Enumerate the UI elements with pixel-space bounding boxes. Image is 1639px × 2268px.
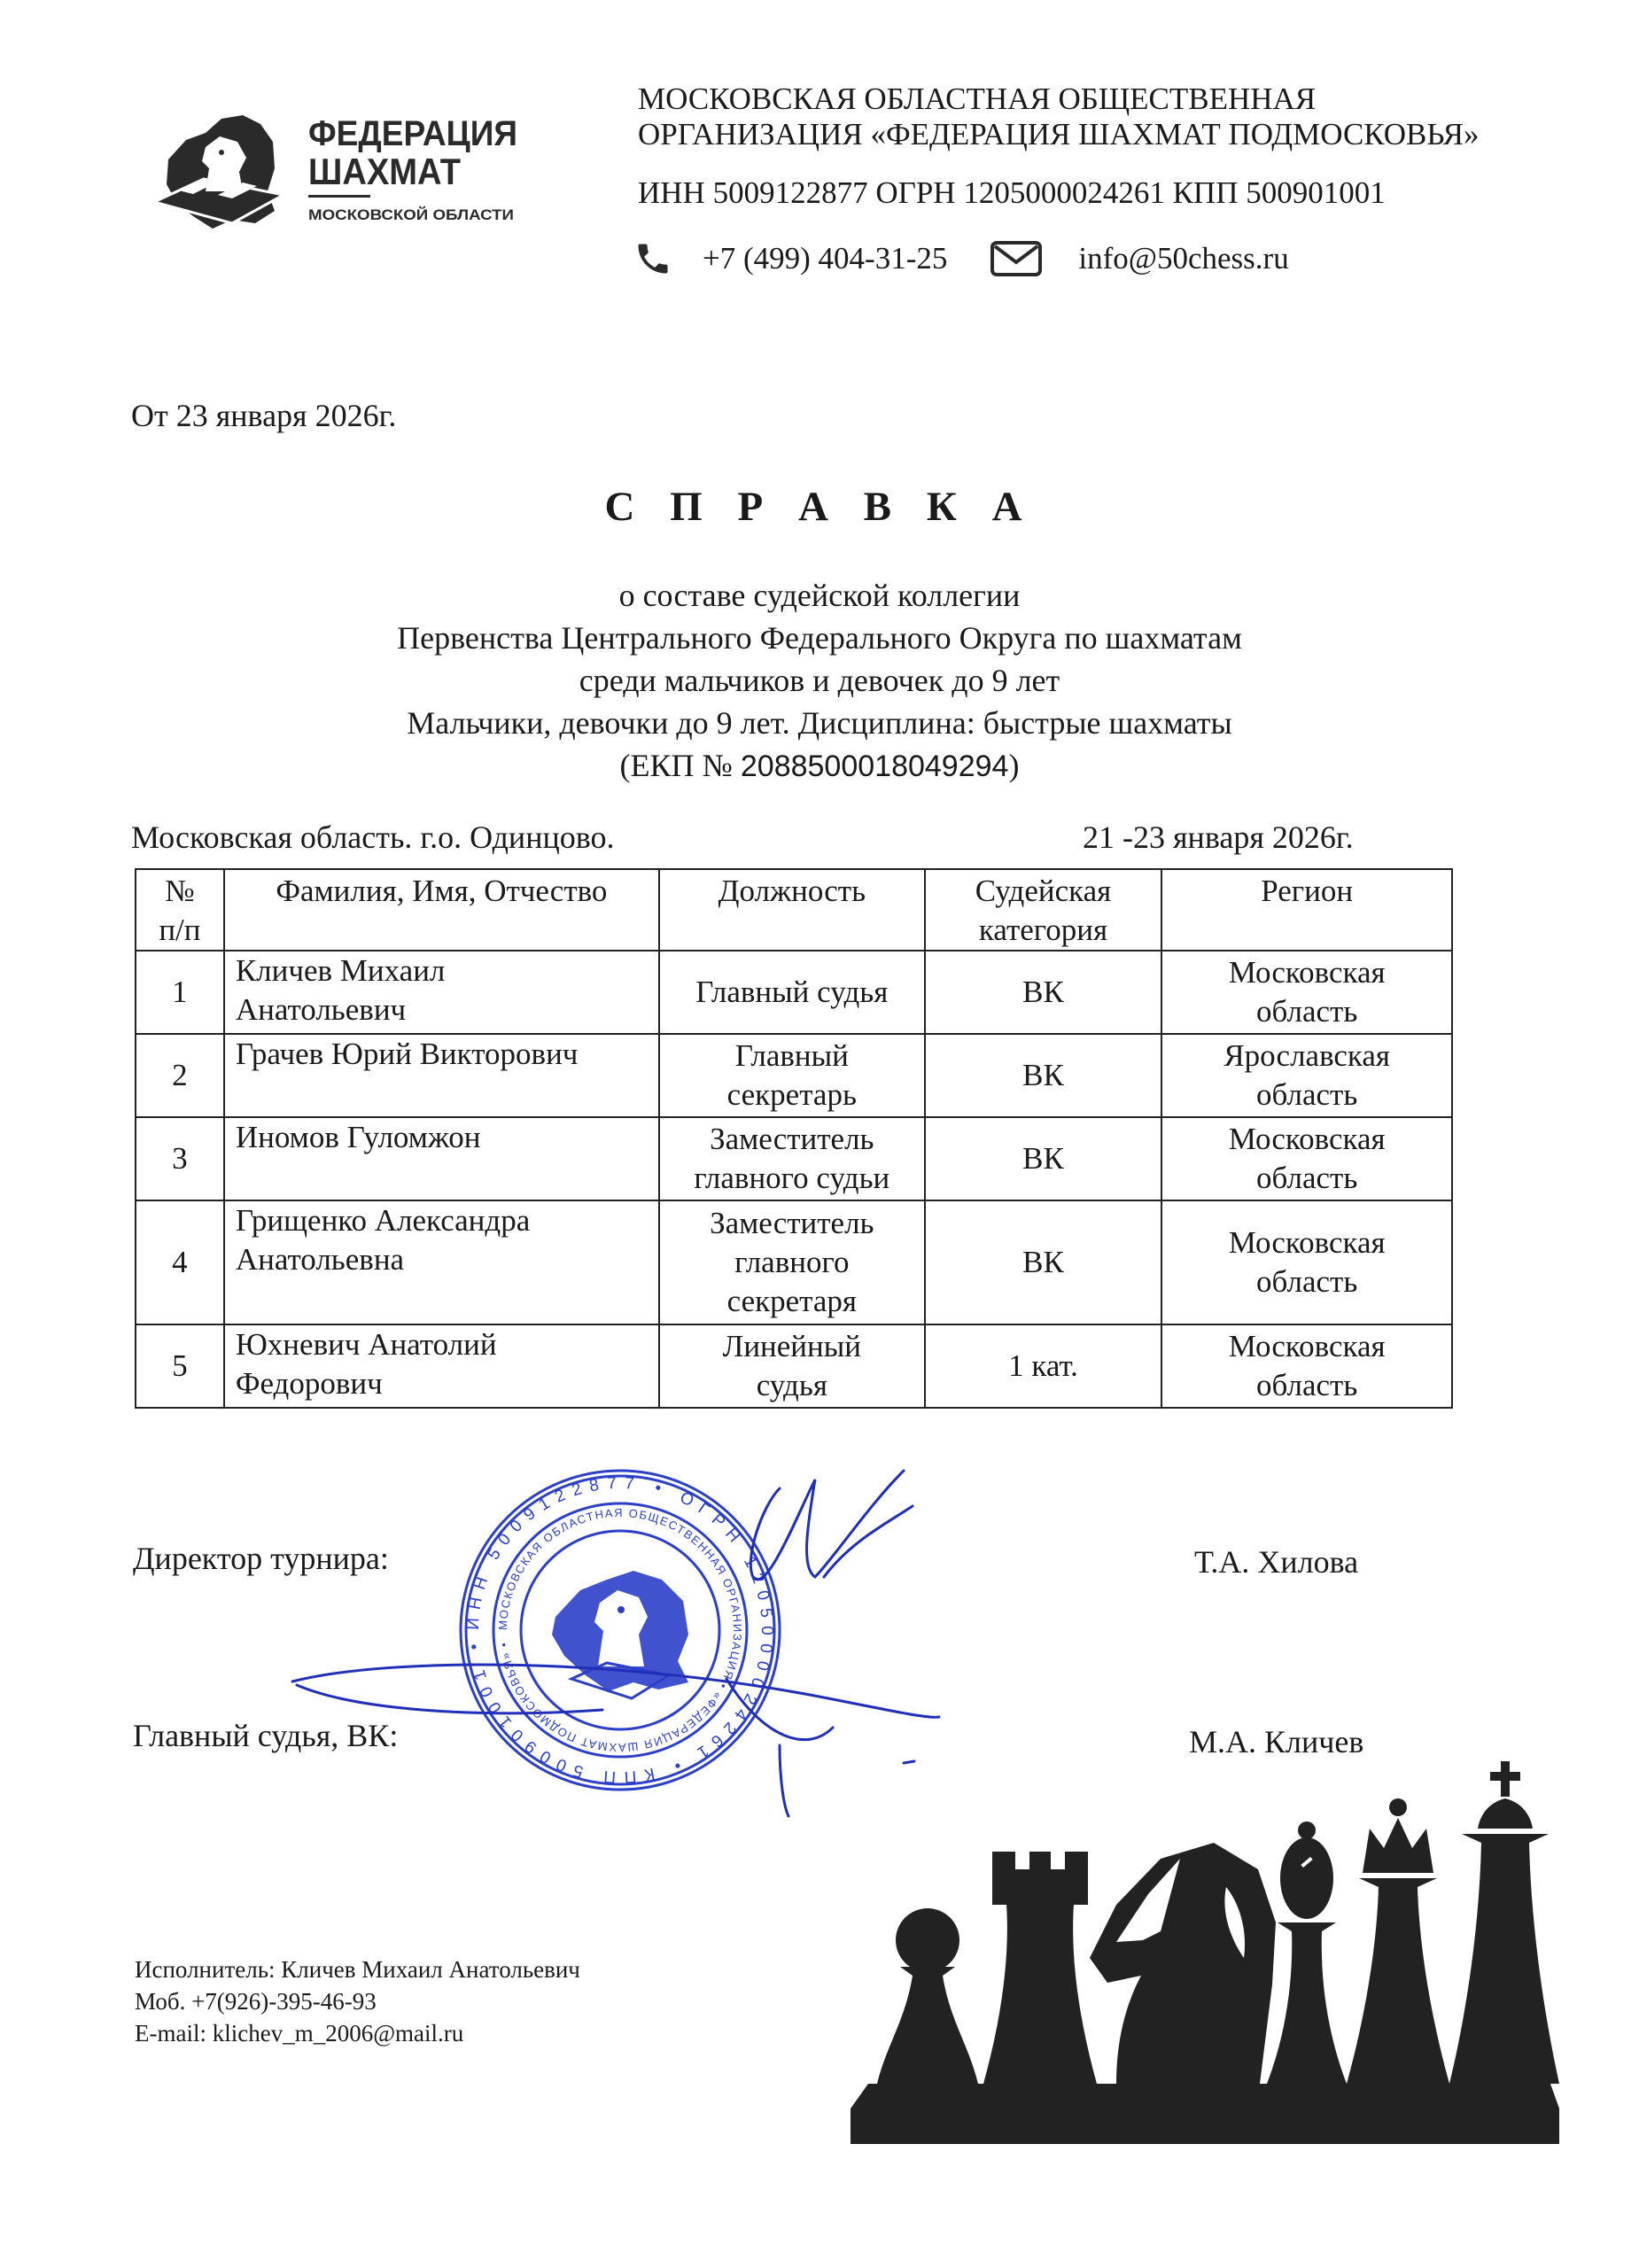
chief-judge-name: М.А. Кличев (1189, 1724, 1364, 1759)
row-num: 1 (136, 951, 224, 1034)
subtitle-line5 (0, 744, 1639, 788)
row-category: ВК (925, 1117, 1162, 1200)
phone-number[interactable]: +7 (499) 404-31-25 (703, 241, 948, 276)
subtitle-line4: Мальчики, девочки до 9 лет. Дисциплина: быстрые шахматы (407, 705, 1232, 741)
row-region: Московская область (1161, 951, 1452, 1034)
row-name: Юхневич Анатолий Федорович (224, 1324, 659, 1408)
row-num: 3 (136, 1117, 224, 1200)
row-name: Грищенко Александра Анатольевна (224, 1200, 659, 1324)
contacts-row (633, 232, 1289, 285)
executor-name: Исполнитель: Кличев Михаил Анатольевич (135, 1956, 580, 1983)
director-label: Директор турнира: (133, 1541, 389, 1576)
logo-line2: ШАХМАТ (308, 151, 462, 192)
executor-email[interactable]: E-mail: klichev_m_2006@mail.ru (135, 2020, 464, 2047)
row-region: Московская область (1161, 1324, 1452, 1408)
row-category: ВК (925, 1034, 1162, 1117)
document-date: От 23 января 2026г. (131, 398, 397, 433)
row-category: ВК (925, 951, 1162, 1034)
event-dates: 21 -23 января 2026г. (1083, 819, 1354, 855)
stamp-outer-text: ИНН 5009122877 • ОГРН 1205000024261 • КПП 500901001 • (463, 1473, 777, 1787)
logo-line3: МОСКОВСКОЙ ОБЛАСТИ (308, 206, 514, 223)
table-row (136, 951, 1452, 1034)
row-num: 5 (136, 1324, 224, 1408)
stamp-inner-text: МОСКОВСКАЯ ОБЛАСТНАЯ ОБЩЕСТВЕННАЯ ОРГАНИЗАЦИЯ • «ФЕДЕРАЦИЯ ШАХМАТ ПОДМОСКОВЬЯ» • (495, 1505, 745, 1755)
event-place: Московская область. г.о. Одинцово. (131, 819, 615, 855)
envelope-icon (990, 239, 1043, 278)
row-position: Главный секретарь (659, 1034, 925, 1117)
table-row (136, 1117, 1452, 1200)
document-title: С П Р А В К А (604, 484, 1035, 530)
row-category: ВК (925, 1200, 1162, 1324)
row-region: Московская область (1161, 1200, 1452, 1324)
executor-block (135, 1953, 580, 2049)
header-position: Должность (659, 869, 925, 951)
ekp-suffix: ) (1008, 748, 1020, 783)
phone-icon (633, 239, 672, 278)
row-region: Ярославская область (1161, 1034, 1452, 1117)
org-registry: ИНН 5009122877 ОГРН 1205000024261 КПП 500901001 (638, 175, 1386, 210)
header-region: Регион (1161, 869, 1452, 951)
row-position: Линейный судья (659, 1324, 925, 1408)
federation-logo (151, 106, 523, 239)
logo-line1: ФЕДЕРАЦИЯ (308, 114, 517, 153)
row-position: Заместитель главного судьи (659, 1117, 925, 1200)
row-name: Иномов Гуломжон (224, 1117, 659, 1200)
row-region: Московская область (1161, 1117, 1452, 1200)
row-position: Заместитель главного секретаря (659, 1200, 925, 1324)
row-name: Кличев Михаил Анатольевич (224, 951, 659, 1034)
subtitle-line1: о составе судейской коллегии (618, 578, 1021, 613)
row-num: 4 (136, 1200, 224, 1324)
email-link[interactable]: info@50chess.ru (1078, 241, 1289, 276)
executor-phone[interactable]: Моб. +7(926)-395-46-93 (135, 1988, 377, 2015)
table-row (136, 1324, 1452, 1408)
row-category: 1 кат. (925, 1324, 1162, 1408)
judges-table (135, 868, 1453, 1409)
chess-pieces-icon (851, 1754, 1559, 2144)
document-subtitle (0, 574, 1639, 788)
subtitle-line2: Первенства Центрального Федерального Округа по шахматам (397, 620, 1242, 656)
table-row (136, 1034, 1452, 1117)
ekp-number: 2088500018049294 (740, 750, 1009, 783)
org-name-line1: МОСКОВСКАЯ ОБЛАСТНАЯ ОБЩЕСТВЕННАЯ (638, 82, 1317, 116)
org-name-line2: ОРГАНИЗАЦИЯ «ФЕДЕРАЦИЯ ШАХМАТ ПОДМОСКОВЬЯ» (638, 117, 1480, 151)
chief-judge-label: Главный судья, ВК: (133, 1718, 399, 1753)
table-header-row (136, 869, 1452, 951)
director-name: Т.А. Хилова (1194, 1544, 1359, 1580)
table-row (136, 1200, 1452, 1324)
header-category: Судейская категория (925, 869, 1162, 951)
header-num: № п/п (136, 869, 224, 951)
ekp-prefix: (ЕКП № (619, 748, 741, 783)
header-name: Фамилия, Имя, Отчество (224, 869, 659, 951)
row-position: Главный судья (659, 951, 925, 1034)
row-name: Грачев Юрий Викторович (224, 1034, 659, 1117)
row-num: 2 (136, 1034, 224, 1117)
subtitle-line3: среди мальчиков и девочек до 9 лет (579, 663, 1060, 698)
